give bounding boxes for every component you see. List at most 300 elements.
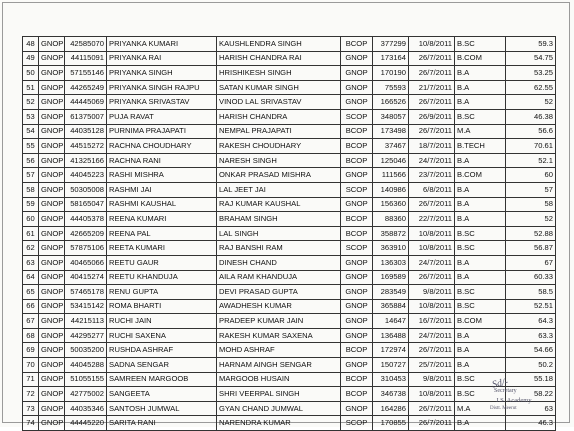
table-row [23,299,556,314]
cell-rank: 365884 [373,299,409,314]
cell-sl-no: 60 [23,212,39,227]
cell-date: 26/7/2011 [409,66,455,81]
cell-category: GNOP [39,314,65,329]
cell-sub-category: GNOP [341,314,373,329]
cell-father-name: SHRI VEERPAL SINGH [217,387,341,402]
cell-qualification: M.A [455,401,506,416]
cell-date: 10/8/2011 [409,226,455,241]
table-row [23,80,556,95]
cell-father-name: NARENDRA KUMAR [217,416,341,431]
table-row [23,153,556,168]
cell-sub-category: GNOP [341,80,373,95]
cell-rank: 358872 [373,226,409,241]
cell-qualification: B.COM [455,51,506,66]
cell-roll-no: 40465066 [65,255,107,270]
cell-percentage: 63 [506,401,556,416]
cell-candidate-name: REETA KUMARI [107,241,217,256]
table-row [23,212,556,227]
cell-percentage: 52.1 [506,153,556,168]
cell-roll-no: 44405378 [65,212,107,227]
cell-roll-no: 44295277 [65,328,107,343]
table-row [23,241,556,256]
cell-sl-no: 66 [23,299,39,314]
cell-date: 26/7/2011 [409,197,455,212]
seal-stamp [482,378,562,418]
cell-candidate-name: SARITA RANI [107,416,217,431]
cell-candidate-name: PRIYANKA SRIVASTAV [107,95,217,110]
cell-candidate-name: RUCHI SAXENA [107,328,217,343]
cell-roll-no: 44215113 [65,314,107,329]
cell-date: 26/7/2011 [409,343,455,358]
cell-father-name: PRADEEP KUMAR JAIN [217,314,341,329]
cell-rank: 136303 [373,255,409,270]
cell-sl-no: 54 [23,124,39,139]
cell-sub-category: SCOP [341,109,373,124]
cell-qualification: B.TECH [455,139,506,154]
cell-qualification: B.A [455,212,506,227]
cell-rank: 169589 [373,270,409,285]
cell-rank: 173164 [373,51,409,66]
cell-sl-no: 67 [23,314,39,329]
cell-roll-no: 53415142 [65,299,107,314]
cell-father-name: HARNAM AINGH SENGAR [217,358,341,373]
table-row [23,51,556,66]
cell-roll-no: 42585070 [65,37,107,52]
cell-category: GNOP [39,372,65,387]
table-row [23,139,556,154]
cell-rank: 166526 [373,95,409,110]
cell-category: GNOP [39,139,65,154]
cell-percentage: 52.51 [506,299,556,314]
cell-sl-no: 65 [23,285,39,300]
cell-sub-category: BCOP [341,372,373,387]
cell-father-name: HARISH CHANDRA RAI [217,51,341,66]
cell-father-name: VINOD LAL SRIVASTAV [217,95,341,110]
cell-date: 26/7/2011 [409,51,455,66]
cell-roll-no: 50035200 [65,343,107,358]
cell-category: GNOP [39,401,65,416]
cell-rank: 75593 [373,80,409,95]
cell-qualification: B.COM [455,168,506,183]
cell-percentage: 58.22 [506,387,556,402]
cell-qualification: B.SC [455,109,506,124]
cell-date: 23/7/2011 [409,168,455,183]
table-row [23,197,556,212]
cell-date: 26/7/2011 [409,270,455,285]
cell-sl-no: 58 [23,182,39,197]
cell-percentage: 58 [506,197,556,212]
cell-date: 26/7/2011 [409,95,455,110]
cell-percentage: 63.3 [506,328,556,343]
cell-rank: 150727 [373,358,409,373]
cell-sl-no: 48 [23,37,39,52]
candidate-table [22,36,556,431]
cell-roll-no: 44445069 [65,95,107,110]
cell-sub-category: SCOP [341,241,373,256]
cell-percentage: 62.55 [506,80,556,95]
cell-date: 10/8/2011 [409,299,455,314]
table-row [23,314,556,329]
cell-rank: 170190 [373,66,409,81]
table-row [23,416,556,431]
cell-category: GNOP [39,416,65,431]
table-row [23,124,556,139]
cell-rank: 173498 [373,124,409,139]
cell-father-name: AILA RAM KHANDUJA [217,270,341,285]
cell-rank: 172974 [373,343,409,358]
cell-sl-no: 68 [23,328,39,343]
cell-sub-category: GNOP [341,95,373,110]
cell-roll-no: 57875106 [65,241,107,256]
cell-percentage: 52 [506,95,556,110]
cell-sub-category: BCOP [341,153,373,168]
cell-date: 25/7/2011 [409,358,455,373]
cell-roll-no: 61375007 [65,109,107,124]
cell-category: GNOP [39,212,65,227]
cell-sl-no: 57 [23,168,39,183]
cell-category: GNOP [39,387,65,402]
cell-date: 24/7/2011 [409,255,455,270]
cell-candidate-name: RENU GUPTA [107,285,217,300]
cell-candidate-name: RACHNA RANI [107,153,217,168]
cell-sub-category: GNOP [341,299,373,314]
table-row [23,358,556,373]
cell-date: 26/7/2011 [409,401,455,416]
cell-sl-no: 70 [23,358,39,373]
cell-sl-no: 59 [23,197,39,212]
cell-date: 26/7/2011 [409,124,455,139]
cell-father-name: AWADHESH KUMAR [217,299,341,314]
cell-category: GNOP [39,270,65,285]
table-row [23,109,556,124]
table-row [23,95,556,110]
cell-qualification: B.SC [455,299,506,314]
cell-father-name: SATAN KUMAR SINGH [217,80,341,95]
cell-sl-no: 72 [23,387,39,402]
cell-qualification: B.SC [455,387,506,402]
cell-roll-no: 44515272 [65,139,107,154]
cell-sl-no: 73 [23,401,39,416]
cell-sub-category: GNOP [341,51,373,66]
cell-date: 10/8/2011 [409,387,455,402]
cell-roll-no: 44035128 [65,124,107,139]
cell-qualification: B.SC [455,226,506,241]
cell-candidate-name: SANGEETA [107,387,217,402]
cell-rank: 348057 [373,109,409,124]
cell-sub-category: GNOP [341,328,373,343]
table-row [23,285,556,300]
table-row [23,255,556,270]
cell-date: 24/7/2011 [409,328,455,343]
cell-sub-category: GNOP [341,255,373,270]
cell-category: GNOP [39,299,65,314]
cell-category: GNOP [39,80,65,95]
cell-percentage: 54.75 [506,51,556,66]
cell-category: GNOP [39,197,65,212]
cell-date: 18/7/2011 [409,139,455,154]
cell-candidate-name: RASHI MISHRA [107,168,217,183]
cell-candidate-name: PURNIMA PRAJAPATI [107,124,217,139]
cell-father-name: RAKESH KUMAR SAXENA [217,328,341,343]
cell-percentage: 53.25 [506,66,556,81]
cell-candidate-name: SAMREEN MARGOOB [107,372,217,387]
cell-sl-no: 53 [23,109,39,124]
cell-roll-no: 44045223 [65,168,107,183]
cell-qualification: B.A [455,255,506,270]
cell-percentage: 54.66 [506,343,556,358]
cell-rank: 140986 [373,182,409,197]
cell-roll-no: 58165047 [65,197,107,212]
cell-qualification: B.COM [455,314,506,329]
cell-father-name: BRAHAM SINGH [217,212,341,227]
cell-qualification: B.A [455,182,506,197]
cell-father-name: LAL SINGH [217,226,341,241]
cell-roll-no: 42775002 [65,387,107,402]
cell-date: 16/7/2011 [409,314,455,329]
cell-candidate-name: REETU GAUR [107,255,217,270]
cell-category: GNOP [39,153,65,168]
cell-sl-no: 52 [23,95,39,110]
cell-rank: 346738 [373,387,409,402]
cell-candidate-name: ROMA BHARTI [107,299,217,314]
cell-father-name: RAKESH CHOUDHARY [217,139,341,154]
cell-rank: 136488 [373,328,409,343]
cell-sub-category: BCOP [341,343,373,358]
cell-rank: 377299 [373,37,409,52]
cell-sub-category: GNOP [341,66,373,81]
cell-category: GNOP [39,66,65,81]
cell-category: GNOP [39,328,65,343]
cell-sl-no: 50 [23,66,39,81]
cell-percentage: 59.3 [506,37,556,52]
cell-roll-no: 44115091 [65,51,107,66]
cell-candidate-name: PRIYANKA SINGH [107,66,217,81]
cell-percentage: 57 [506,182,556,197]
table-body [23,37,556,431]
cell-qualification: B.A [455,358,506,373]
cell-date: 9/8/2011 [409,372,455,387]
cell-father-name: MARGOOB HUSAIN [217,372,341,387]
cell-percentage: 56.87 [506,241,556,256]
cell-rank: 283549 [373,285,409,300]
cell-roll-no: 44265249 [65,80,107,95]
cell-sub-category: BCOP [341,226,373,241]
cell-sub-category: BCOP [341,37,373,52]
cell-percentage: 46.38 [506,109,556,124]
cell-candidate-name: RASHMI JAI [107,182,217,197]
cell-father-name: DEVI PRASAD GUPTA [217,285,341,300]
cell-sl-no: 64 [23,270,39,285]
cell-percentage: 52.88 [506,226,556,241]
cell-father-name: HRISHIKESH SINGH [217,66,341,81]
cell-roll-no: 41325166 [65,153,107,168]
cell-sl-no: 55 [23,139,39,154]
cell-candidate-name: PRIYANKA RAI [107,51,217,66]
cell-sub-category: GNOP [341,270,373,285]
cell-category: GNOP [39,241,65,256]
cell-candidate-name: SADNA SENGAR [107,358,217,373]
cell-qualification: B.A [455,95,506,110]
cell-rank: 14647 [373,314,409,329]
cell-roll-no: 57465178 [65,285,107,300]
cell-father-name: DINESH CHAND [217,255,341,270]
cell-category: GNOP [39,255,65,270]
cell-category: GNOP [39,226,65,241]
cell-rank: 170855 [373,416,409,431]
table-row [23,182,556,197]
table-row [23,387,556,402]
cell-sub-category: GNOP [341,168,373,183]
table-row [23,37,556,52]
cell-candidate-name: REENA KUMARI [107,212,217,227]
stamp-line-3: Distt. Meerut [490,406,517,411]
cell-roll-no: 44445220 [65,416,107,431]
cell-qualification: B.SC [455,37,506,52]
cell-date: 9/8/2011 [409,285,455,300]
cell-date: 24/7/2011 [409,153,455,168]
signature: Sd/- [491,376,510,391]
cell-candidate-name: PRIYANKA KUMARI [107,37,217,52]
cell-date: 21/7/2011 [409,80,455,95]
cell-roll-no: 57155146 [65,66,107,81]
cell-percentage: 52 [506,212,556,227]
cell-percentage: 70.61 [506,139,556,154]
cell-sub-category: BCOP [341,387,373,402]
cell-sl-no: 49 [23,51,39,66]
cell-qualification: B.A [455,328,506,343]
table-row [23,328,556,343]
cell-sl-no: 71 [23,372,39,387]
cell-sub-category: SCOP [341,416,373,431]
cell-percentage: 56.6 [506,124,556,139]
cell-rank: 111566 [373,168,409,183]
cell-percentage: 55.18 [506,372,556,387]
cell-percentage: 58.5 [506,285,556,300]
cell-rank: 164286 [373,401,409,416]
cell-candidate-name: RUSHDA ASHRAF [107,343,217,358]
cell-roll-no: 40415274 [65,270,107,285]
cell-qualification: B.A [455,270,506,285]
cell-roll-no: 51055155 [65,372,107,387]
cell-sub-category: GNOP [341,358,373,373]
cell-qualification: B.A [455,416,506,431]
cell-percentage: 64.3 [506,314,556,329]
cell-roll-no: 44045288 [65,358,107,373]
cell-candidate-name: RACHNA CHOUDHARY [107,139,217,154]
cell-sl-no: 74 [23,416,39,431]
cell-father-name: NARESH SINGH [217,153,341,168]
cell-rank: 156360 [373,197,409,212]
table-row [23,226,556,241]
cell-qualification: B.SC [455,241,506,256]
cell-qualification: M.A [455,124,506,139]
cell-sub-category: BCOP [341,124,373,139]
cell-qualification: B.A [455,197,506,212]
cell-candidate-name: REENA PAL [107,226,217,241]
cell-percentage: 60.33 [506,270,556,285]
cell-category: GNOP [39,168,65,183]
cell-sub-category: GNOP [341,401,373,416]
cell-qualification: B.A [455,80,506,95]
cell-candidate-name: RASHMI KAUSHAL [107,197,217,212]
cell-father-name: LAL JEET JAI [217,182,341,197]
table-row [23,372,556,387]
cell-qualification: B.A [455,66,506,81]
cell-father-name: GYAN CHAND JUMWAL [217,401,341,416]
cell-category: GNOP [39,109,65,124]
cell-percentage: 67 [506,255,556,270]
cell-category: GNOP [39,51,65,66]
cell-qualification: B.A [455,343,506,358]
cell-sl-no: 51 [23,80,39,95]
cell-category: GNOP [39,124,65,139]
cell-sub-category: SCOP [341,182,373,197]
cell-category: GNOP [39,37,65,52]
table-row [23,168,556,183]
cell-category: GNOP [39,182,65,197]
cell-rank: 37467 [373,139,409,154]
cell-sub-category: GNOP [341,197,373,212]
cell-rank: 310453 [373,372,409,387]
cell-candidate-name: REETU KHANDUJA [107,270,217,285]
cell-sl-no: 69 [23,343,39,358]
cell-category: GNOP [39,343,65,358]
cell-father-name: HARISH CHANDRA [217,109,341,124]
cell-date: 10/8/2011 [409,37,455,52]
cell-roll-no: 44035346 [65,401,107,416]
cell-father-name: KAUSHLENDRA SINGH [217,37,341,52]
cell-percentage: 60 [506,168,556,183]
table-row [23,343,556,358]
cell-sl-no: 63 [23,255,39,270]
cell-father-name: ONKAR PRASAD MISHRA [217,168,341,183]
table-row [23,270,556,285]
cell-candidate-name: PUJA RAVAT [107,109,217,124]
cell-sl-no: 56 [23,153,39,168]
cell-date: 26/7/2011 [409,416,455,431]
cell-qualification: B.SC [455,372,506,387]
cell-sub-category: GNOP [341,285,373,300]
table-row [23,401,556,416]
cell-category: GNOP [39,358,65,373]
cell-candidate-name: RUCHI JAIN [107,314,217,329]
cell-qualification: B.SC [455,285,506,300]
cell-qualification: B.A [455,153,506,168]
cell-sub-category: BCOP [341,212,373,227]
cell-date: 26/9/2011 [409,109,455,124]
cell-percentage: 50.2 [506,358,556,373]
cell-sl-no: 61 [23,226,39,241]
cell-sub-category: BCOP [341,139,373,154]
cell-date: 6/8/2011 [409,182,455,197]
cell-candidate-name: SANTOSH JUMWAL [107,401,217,416]
cell-roll-no: 50305008 [65,182,107,197]
cell-rank: 88360 [373,212,409,227]
cell-rank: 125046 [373,153,409,168]
stamp-line-2: J.S. Academy [496,397,532,404]
cell-roll-no: 42665209 [65,226,107,241]
cell-percentage: 46.3 [506,416,556,431]
cell-date: 22/7/2011 [409,212,455,227]
cell-father-name: NEMPAL PRAJAPATI [217,124,341,139]
cell-father-name: MOHD ASHRAF [217,343,341,358]
stamp-line-1: Secretary [494,388,517,394]
cell-candidate-name: PRIYANKA SINGH RAJPU [107,80,217,95]
cell-category: GNOP [39,285,65,300]
cell-rank: 363910 [373,241,409,256]
cell-date: 10/8/2011 [409,241,455,256]
cell-sl-no: 62 [23,241,39,256]
